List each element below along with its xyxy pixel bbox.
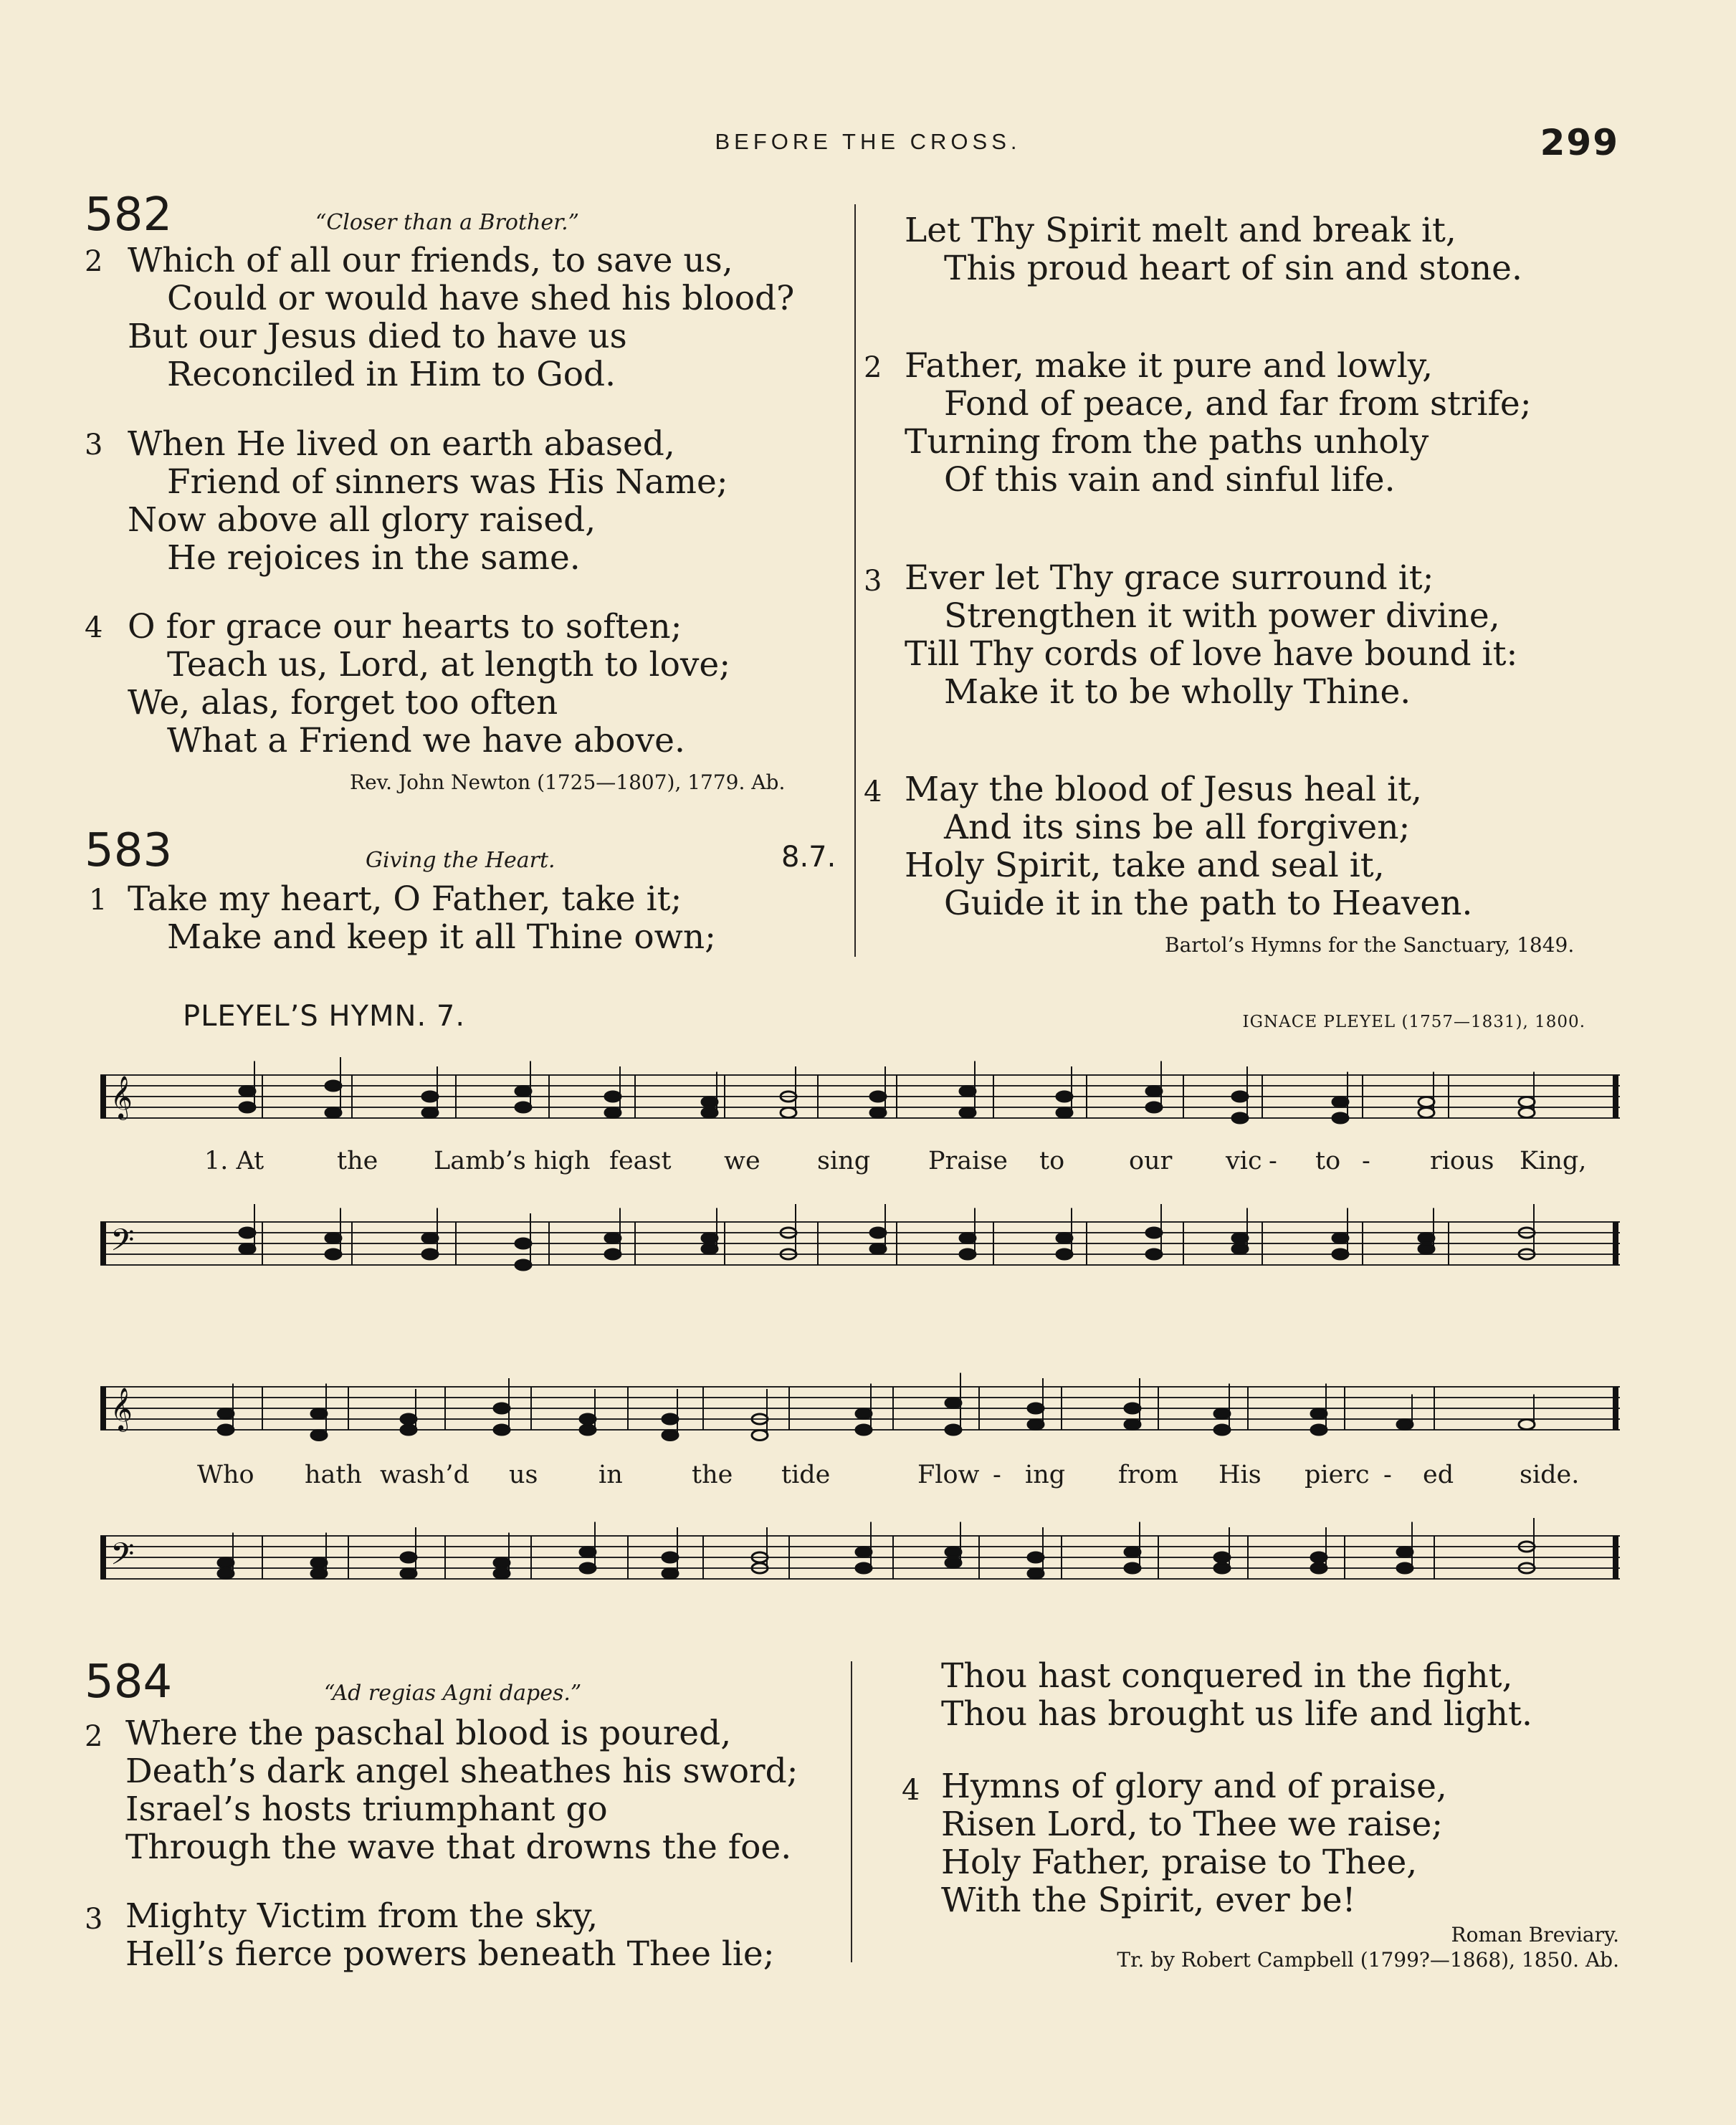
hymn-584-stanza-3a <box>125 1897 775 1973</box>
stanza-number: 1 <box>89 884 108 917</box>
note-head <box>1125 1547 1140 1557</box>
hymn-583-meter: 8.7. <box>781 841 836 874</box>
note-head <box>856 1547 872 1557</box>
treble-clef-icon: 𝄞 <box>110 1388 133 1431</box>
note-head <box>515 1087 531 1097</box>
hymn-584-stanza-3b <box>941 1657 1532 1733</box>
bar-line <box>1183 1222 1184 1265</box>
verse-line: Thou has brought us life and light. <box>941 1694 1532 1734</box>
column-divider <box>854 204 856 957</box>
note-head <box>401 1425 416 1435</box>
bar-line <box>1434 1536 1435 1579</box>
lyric-syllable: - <box>1269 1147 1277 1175</box>
note-head <box>1028 1420 1044 1430</box>
note-head <box>311 1558 327 1568</box>
bar-line <box>548 1075 550 1118</box>
lyric-syllable: rious <box>1430 1147 1494 1175</box>
bar-line <box>1362 1075 1363 1118</box>
note-head <box>870 1108 886 1118</box>
note-head <box>870 1092 886 1102</box>
note-head <box>1397 1563 1413 1573</box>
bar-line <box>817 1222 819 1265</box>
note-head <box>580 1425 596 1435</box>
verse-line: Hell’s fierce powers beneath Thee lie; <box>125 1934 775 1974</box>
note-head <box>1519 1420 1535 1430</box>
lyric-syllable: Who <box>197 1461 254 1489</box>
treble-staff-1 <box>100 1057 1620 1136</box>
stanza-number: 2 <box>85 1720 103 1753</box>
lyric-syllable: wash’d <box>380 1461 469 1489</box>
stanza-number: 3 <box>864 565 882 598</box>
bass-clef-icon: 𝄢 <box>110 1537 135 1580</box>
lyric-syllable: Flow <box>917 1461 980 1489</box>
note-head <box>239 1102 255 1112</box>
verse-line: When He lived on earth abased, <box>128 424 675 464</box>
verse-line: And its sins be all forgiven; <box>944 808 1411 847</box>
bar-line <box>1061 1387 1062 1430</box>
note-head <box>870 1244 886 1254</box>
bar-line <box>892 1536 894 1579</box>
note-head <box>1418 1097 1434 1107</box>
bar-line <box>817 1075 819 1118</box>
verse-line: Of this vain and sinful life. <box>944 460 1396 500</box>
lyric-syllable: His <box>1218 1461 1262 1489</box>
lyric-syllable: tide <box>781 1461 831 1489</box>
note-head <box>662 1414 678 1424</box>
note-head <box>1397 1420 1413 1430</box>
note-head <box>960 1249 976 1259</box>
note-head <box>401 1552 416 1562</box>
verse-line: What a Friend we have above. <box>167 721 685 760</box>
bar-line <box>1613 1075 1618 1118</box>
hymn-584-stanza-4 <box>941 1767 1447 1919</box>
note-head <box>515 1238 531 1248</box>
stanza-number: 4 <box>85 611 103 644</box>
column-divider <box>851 1661 852 1962</box>
note-head <box>1332 1097 1348 1107</box>
lyric-syllable: the <box>337 1147 378 1175</box>
note-head <box>239 1087 255 1097</box>
hymn-583-stanza-4 <box>905 770 1472 922</box>
note-head <box>1028 1552 1044 1562</box>
note-head <box>494 1425 510 1435</box>
hymn-582-stanza-3 <box>128 425 728 577</box>
note-head <box>580 1414 596 1424</box>
verse-line: Holy Spirit, take and seal it, <box>905 846 1385 885</box>
lyric-syllable: in <box>598 1461 623 1489</box>
note-head <box>781 1108 796 1118</box>
bar-line <box>1448 1222 1449 1265</box>
note-head <box>1311 1425 1327 1435</box>
hymn-584-credit-translator: Tr. by Robert Campbell (1799?—1868), 1850. Ab. <box>1117 1948 1619 1972</box>
treble-staff-2 <box>100 1369 1620 1448</box>
note-head <box>494 1569 510 1579</box>
bar-line <box>1613 1222 1618 1265</box>
note-head <box>702 1244 717 1254</box>
stanza-number: 3 <box>85 1903 103 1936</box>
note-head <box>1146 1249 1162 1259</box>
bar-line <box>892 1387 894 1430</box>
note-head <box>325 1108 341 1118</box>
lyric-syllable: Praise <box>928 1147 1008 1175</box>
bass-staff-1 <box>100 1204 1620 1283</box>
bar-line <box>1434 1387 1435 1430</box>
note-head <box>1332 1233 1348 1243</box>
verse-line: Risen Lord, to Thee we raise; <box>941 1805 1444 1844</box>
lyric-syllable: 1. At <box>204 1147 264 1175</box>
bar-line <box>1344 1536 1345 1579</box>
lyric-syllable: to <box>1039 1147 1065 1175</box>
note-head <box>702 1097 717 1107</box>
note-head <box>1146 1087 1162 1097</box>
note-head <box>1214 1409 1230 1419</box>
note-head <box>325 1233 341 1243</box>
verse-line: He rejoices in the same. <box>167 538 581 578</box>
verse-line: Now above all glory raised, <box>128 500 596 540</box>
hymn-582-number: 582 <box>85 188 173 242</box>
verse-line: Strengthen it with power divine, <box>944 596 1500 636</box>
bar-line <box>1344 1387 1345 1430</box>
lyric-syllable: from <box>1118 1461 1178 1489</box>
note-head <box>960 1233 976 1243</box>
note-head <box>1125 1563 1140 1573</box>
lyric-syllable: us <box>509 1461 538 1489</box>
note-head <box>494 1403 510 1413</box>
lyric-syllable: vic <box>1226 1147 1262 1175</box>
note-head <box>422 1108 438 1118</box>
bar-line <box>351 1222 353 1265</box>
verse-line: Which of all our friends, to save us, <box>128 241 733 280</box>
verse-line: This proud heart of sin and stone. <box>944 249 1522 288</box>
note-head <box>1057 1108 1072 1118</box>
bar-line <box>262 1075 263 1118</box>
verse-line: Take my heart, O Father, take it; <box>128 879 682 919</box>
note-head <box>422 1233 438 1243</box>
note-head <box>1332 1249 1348 1259</box>
note-head <box>945 1547 961 1557</box>
note-head <box>870 1228 886 1238</box>
lyric-syllable: ed <box>1423 1461 1454 1489</box>
note-head <box>1311 1409 1327 1419</box>
note-head <box>1311 1563 1327 1573</box>
bar-line <box>1158 1387 1159 1430</box>
verse-line: Reconciled in Him to God. <box>167 355 616 394</box>
note-head <box>1125 1420 1140 1430</box>
verse-line: Friend of sinners was His Name; <box>167 462 728 502</box>
bass-staff-2 <box>100 1518 1620 1597</box>
note-head <box>494 1558 510 1568</box>
note-head <box>218 1409 234 1419</box>
note-head <box>422 1249 438 1259</box>
lyric-syllable: ing <box>1025 1461 1066 1489</box>
lyric-syllable: we <box>724 1147 760 1175</box>
hymn-583-stanza-2 <box>905 347 1532 499</box>
bar-line <box>993 1075 994 1118</box>
bar-line <box>896 1075 897 1118</box>
tune-composer: IGNACE PLEYEL (1757—1831), 1800. <box>1242 1013 1585 1031</box>
note-head <box>856 1563 872 1573</box>
hymn-584-number: 584 <box>85 1656 173 1709</box>
note-head <box>605 1249 621 1259</box>
tune-name: PLEYEL’S HYMN. 7. <box>183 1000 466 1033</box>
note-head <box>662 1569 678 1579</box>
bar-line <box>548 1222 550 1265</box>
verse-line: Fond of peace, and far from strife; <box>944 384 1532 424</box>
bar-line <box>530 1387 532 1430</box>
hymn-583-number: 583 <box>85 824 173 877</box>
verse-line: We, alas, forget too often <box>128 683 558 722</box>
verse-line: Israel’s hosts triumphant go <box>125 1790 608 1829</box>
hymn-584-credit-source: Roman Breviary. <box>1451 1923 1619 1947</box>
bar-line <box>978 1536 980 1579</box>
hymn-582-credit: Rev. John Newton (1725—1807), 1779. Ab. <box>350 770 786 794</box>
note-head <box>605 1233 621 1243</box>
bar-line <box>1613 1536 1618 1579</box>
note-head <box>1028 1403 1044 1413</box>
hymn-582-stanza-4 <box>128 608 730 760</box>
note-head <box>422 1092 438 1102</box>
hymn-583-stanza-3 <box>905 559 1517 711</box>
note-head <box>325 1249 341 1259</box>
bar-line <box>1262 1075 1263 1118</box>
note-head <box>1028 1569 1044 1579</box>
note-head <box>1332 1113 1348 1123</box>
bar-line <box>1247 1387 1249 1430</box>
note-head <box>960 1087 976 1097</box>
bar-line <box>1247 1536 1249 1579</box>
verse-line: Thou hast conquered in the fight, <box>941 1656 1513 1696</box>
note-head <box>856 1409 872 1419</box>
bar-line <box>1183 1075 1184 1118</box>
note-head <box>1146 1228 1162 1238</box>
bar-line <box>1086 1222 1087 1265</box>
lyric-syllable: - <box>1362 1147 1370 1175</box>
bar-line <box>627 1387 629 1430</box>
bar-line <box>348 1536 349 1579</box>
note-head <box>945 1558 961 1568</box>
bar-line <box>444 1387 446 1430</box>
bar-line <box>634 1222 636 1265</box>
lyric-syllable: side. <box>1520 1461 1580 1489</box>
note-head <box>1232 1244 1248 1254</box>
verse-line: Let Thy Spirit melt and break it, <box>905 211 1456 250</box>
lyric-syllable: - <box>993 1461 1001 1489</box>
note-head <box>1418 1108 1434 1118</box>
verse-line: Make and keep it all Thine own; <box>167 917 717 957</box>
note-head <box>1418 1244 1434 1254</box>
lyrics-line-1 <box>100 1147 1620 1183</box>
bar-line <box>262 1536 263 1579</box>
lyric-syllable: Lamb’s high <box>434 1147 591 1175</box>
note-head <box>1397 1547 1413 1557</box>
page-header <box>0 122 1736 172</box>
note-head <box>702 1108 717 1118</box>
note-head <box>1057 1092 1072 1102</box>
note-head <box>311 1431 327 1441</box>
hymn-583-stanza-1a <box>128 880 716 956</box>
hymn-582-stanza-2 <box>128 242 794 393</box>
note-head <box>515 1102 531 1112</box>
stanza-number: 3 <box>85 429 103 462</box>
bar-line <box>262 1222 263 1265</box>
note-head <box>1519 1108 1535 1118</box>
note-head <box>325 1081 341 1091</box>
bar-line <box>1158 1536 1159 1579</box>
bar-line <box>978 1387 980 1430</box>
lyrics-line-2 <box>100 1461 1620 1496</box>
system-bar <box>100 1075 106 1118</box>
note-head <box>239 1244 255 1254</box>
note-head <box>218 1558 234 1568</box>
note-head <box>605 1092 621 1102</box>
page-number: 299 <box>1540 122 1619 163</box>
hymn-583-credit: Bartol’s Hymns for the Sanctuary, 1849. <box>1165 933 1575 957</box>
note-head <box>662 1431 678 1441</box>
hymn-582-title: “Closer than a Brother.” <box>315 210 580 235</box>
note-head <box>945 1398 961 1408</box>
note-head <box>1519 1097 1535 1107</box>
verse-line: Through the wave that drowns the foe. <box>125 1828 792 1867</box>
note-head <box>1232 1092 1248 1102</box>
note-head <box>662 1552 678 1562</box>
bar-line <box>788 1536 790 1579</box>
note-head <box>1418 1233 1434 1243</box>
note-head <box>1311 1552 1327 1562</box>
bass-clef-icon: 𝄢 <box>110 1223 135 1266</box>
bar-line <box>444 1536 446 1579</box>
bar-line <box>627 1536 629 1579</box>
verse-line: Teach us, Lord, at length to love; <box>167 645 731 684</box>
lyric-syllable: to <box>1315 1147 1341 1175</box>
hymn-584-title: “Ad regias Agni dapes.” <box>324 1681 582 1706</box>
treble-clef-icon: 𝄞 <box>110 1076 133 1119</box>
bar-line <box>896 1222 897 1265</box>
bar-line <box>530 1536 532 1579</box>
verse-line: May the blood of Jesus heal it, <box>905 770 1422 809</box>
bar-line <box>1362 1222 1363 1265</box>
bar-line <box>262 1387 263 1430</box>
note-head <box>1146 1102 1162 1112</box>
stanza-number: 4 <box>902 1774 920 1807</box>
hymn-583-title: Giving the Heart. <box>366 848 555 873</box>
note-head <box>580 1563 596 1573</box>
bar-line <box>1086 1075 1087 1118</box>
bar-line <box>702 1387 704 1430</box>
note-head <box>1214 1552 1230 1562</box>
verse-line: With the Spirit, ever be! <box>941 1881 1356 1920</box>
verse-line: Hymns of glory and of praise, <box>941 1767 1447 1806</box>
note-head <box>580 1547 596 1557</box>
note-head <box>1214 1425 1230 1435</box>
verse-line: Ever let Thy grace surround it; <box>905 558 1434 598</box>
note-head <box>515 1260 531 1270</box>
verse-line: O for grace our hearts to soften; <box>128 607 682 646</box>
note-head <box>605 1108 621 1118</box>
system-bar <box>100 1536 106 1579</box>
verse-line: Holy Father, praise to Thee, <box>941 1843 1418 1882</box>
note-head <box>752 1431 768 1441</box>
bar-line <box>1448 1075 1449 1118</box>
verse-line: Father, make it pure and lowly, <box>905 346 1434 386</box>
verse-line: Where the paschal blood is poured, <box>125 1714 732 1753</box>
verse-line: Could or would have shed his blood? <box>167 279 795 318</box>
verse-line: Mighty Victim from the sky, <box>125 1896 598 1936</box>
note-head <box>311 1569 327 1579</box>
lyric-syllable: - <box>1383 1461 1392 1489</box>
verse-line: Turning from the paths unholy <box>905 422 1429 462</box>
verse-line: Guide it in the path to Heaven. <box>944 884 1473 923</box>
verse-line: Make it to be wholly Thine. <box>944 672 1411 712</box>
lyric-syllable: pierc <box>1305 1461 1370 1489</box>
lyric-syllable: feast <box>609 1147 672 1175</box>
lyric-syllable: King, <box>1520 1147 1587 1175</box>
note-head <box>401 1569 416 1579</box>
lyric-syllable: sing <box>817 1147 871 1175</box>
stanza-number: 4 <box>864 775 882 808</box>
bar-line <box>788 1387 790 1430</box>
system-bar <box>100 1387 106 1430</box>
bar-line <box>1613 1387 1618 1430</box>
stanza-number: 2 <box>864 351 882 384</box>
bar-line <box>351 1075 353 1118</box>
note-head <box>311 1409 327 1419</box>
note-head <box>1125 1403 1140 1413</box>
verse-line: But our Jesus died to have us <box>128 317 627 356</box>
note-head <box>945 1425 961 1435</box>
lyric-syllable: our <box>1129 1147 1173 1175</box>
note-head <box>239 1228 255 1238</box>
note-head <box>218 1569 234 1579</box>
bar-line <box>1262 1222 1263 1265</box>
bar-line <box>724 1222 725 1265</box>
note-head <box>1232 1233 1248 1243</box>
note-head <box>1057 1233 1072 1243</box>
bar-line <box>634 1075 636 1118</box>
note-head <box>1214 1563 1230 1573</box>
note-head <box>218 1425 234 1435</box>
bar-line <box>993 1222 994 1265</box>
bar-line <box>724 1075 725 1118</box>
system-bar <box>100 1222 106 1265</box>
bar-line <box>455 1075 457 1118</box>
bar-line <box>455 1222 457 1265</box>
lyric-syllable: the <box>692 1461 733 1489</box>
bar-line <box>702 1536 704 1579</box>
bar-line <box>348 1387 349 1430</box>
verse-line: Death’s dark angel sheathes his sword; <box>125 1752 798 1791</box>
note-head <box>401 1414 416 1424</box>
note-head <box>1057 1249 1072 1259</box>
note-head <box>960 1108 976 1118</box>
note-head <box>702 1233 717 1243</box>
running-title: BEFORE THE CROSS. <box>715 129 1021 154</box>
bar-line <box>1061 1536 1062 1579</box>
note-head <box>1232 1113 1248 1123</box>
lyric-syllable: hath <box>305 1461 363 1489</box>
verse-line: Till Thy cords of love have bound it: <box>905 634 1518 674</box>
hymn-583-stanza-1b <box>905 211 1522 287</box>
hymn-584-stanza-2 <box>125 1714 798 1866</box>
note-head <box>856 1425 872 1435</box>
stanza-number: 2 <box>85 245 103 278</box>
